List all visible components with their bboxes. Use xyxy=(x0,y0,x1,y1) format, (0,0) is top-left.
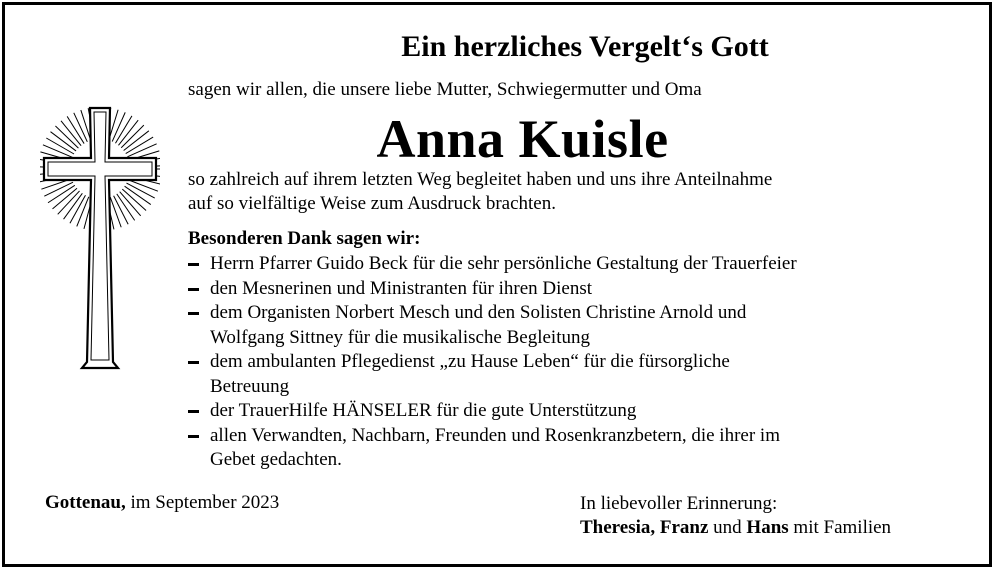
date: im September 2023 xyxy=(125,492,280,513)
thanks-list-item-line: Gebet gedachten. xyxy=(210,449,342,470)
dash-bullet-icon xyxy=(188,361,199,364)
place-date xyxy=(45,492,279,514)
dash-bullet-icon xyxy=(188,410,199,413)
thanks-list-item-line: der TrauerHilfe HÄNSELER für die gute Unterstützung xyxy=(210,400,637,421)
thanks-list xyxy=(188,252,978,473)
thanks-list-item-line: Wolfgang Sittney für die musikalische Begleitung xyxy=(210,326,590,348)
signers-line xyxy=(580,516,891,540)
thanks-list-item-line: den Mesnerinen und Ministranten für ihren Dienst xyxy=(210,277,593,299)
thanks-list-item xyxy=(188,252,978,277)
signature-block xyxy=(580,492,891,540)
cross-with-rays-icon xyxy=(40,100,160,390)
memory-line: In liebevoller Erinnerung: xyxy=(580,493,778,514)
notice-title: Ein herzliches Vergelt‘s Gott xyxy=(401,30,769,63)
intro-text: sagen wir allen, die unsere liebe Mutter, Schwiegermutter und Oma xyxy=(188,79,702,100)
thanks-list-item xyxy=(188,399,978,424)
thanks-list-item xyxy=(188,301,978,350)
dash-bullet-icon xyxy=(188,288,199,291)
signer-rest: mit Familien xyxy=(788,517,892,538)
dash-bullet-icon xyxy=(188,435,199,438)
special-thanks-heading: Besonderen Dank sagen wir: xyxy=(188,228,421,249)
place: Gottenau, xyxy=(45,492,126,513)
thanks-list-item-line: Betreuung xyxy=(210,375,290,397)
thanks-list-item xyxy=(188,277,978,302)
thanks-list-item-line: Herrn Pfarrer Guido Beck für die sehr persönliche Gestaltung der Trauerfeier xyxy=(210,253,797,274)
signer-2: Franz xyxy=(659,517,709,538)
dash-bullet-icon xyxy=(188,263,199,266)
dash-bullet-icon xyxy=(188,312,199,315)
thanks-list-item-line: allen Verwandten, Nachbarn, Freunden und Rosenkranzbetern, die ihrer im xyxy=(210,424,780,446)
thanks-list-item-line: dem Organisten Norbert Mesch und den Solisten Christine Arnold und xyxy=(210,302,747,323)
signer-1: Theresia, xyxy=(580,517,656,538)
signer-3: Hans xyxy=(746,517,789,538)
thanks-list-item xyxy=(188,350,978,399)
deceased-name: Anna Kuisle xyxy=(376,109,669,169)
thanks-list-item xyxy=(188,424,978,473)
thanks-line-2: auf so vielfältige Weise zum Ausdruck brachten. xyxy=(188,193,556,214)
thanks-text xyxy=(188,168,968,216)
thanks-line-1: so zahlreich auf ihrem letzten Weg begleitet haben und uns ihre Anteilnahme xyxy=(188,169,773,190)
cross-ray xyxy=(77,197,89,227)
signer-und: und xyxy=(708,517,747,538)
cross-ray xyxy=(128,180,158,191)
thanks-list-item-line: dem ambulanten Pflegedienst „zu Hause Leben“ für die fürsorgliche xyxy=(210,351,730,372)
